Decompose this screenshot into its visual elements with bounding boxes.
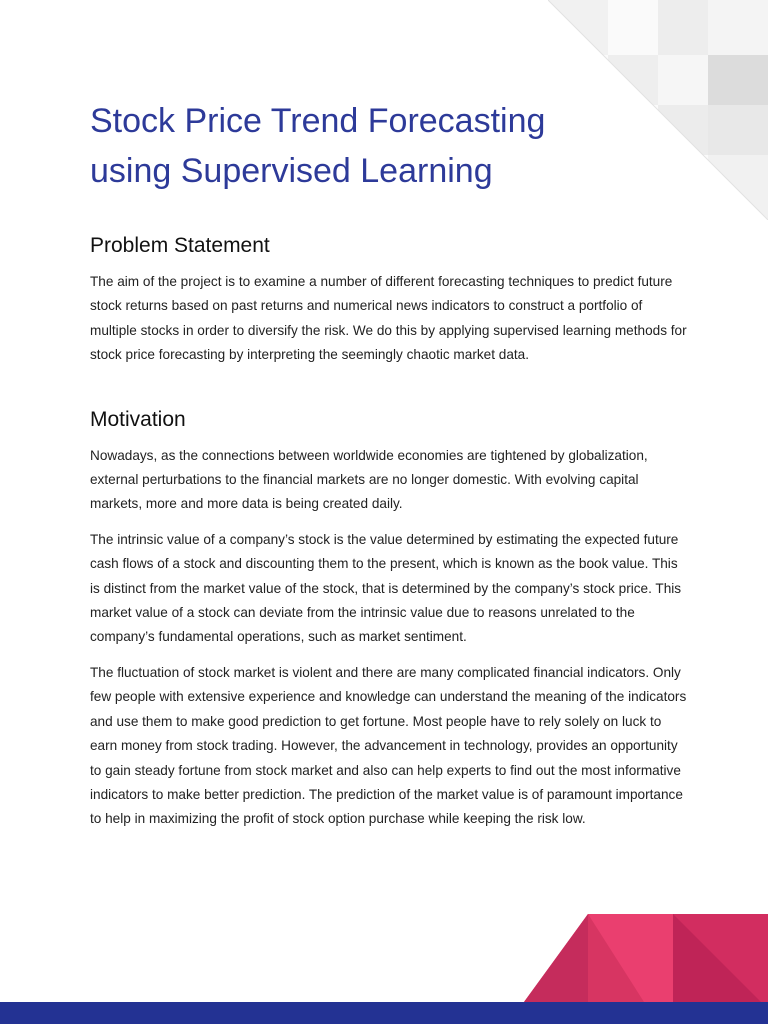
motivation-paragraph-1: Nowadays, as the connections between worldwide economies are tightened by globalization, external perturbations to the financial markets are no longer domestic. With evolving capital markets, more and more data is being created daily.: [90, 447, 648, 512]
motivation-paragraph-3: The fluctuation of stock market is violent and there are many complicated financial indicators. Only few people with extensive experience and knowledge can understand the meaning of the indicators and use them to make good prediction to get fortune. Most people have to rely solely on luck to earn money from stock trading. However, the advancement in technology, provides an opportunity to gain steady fortune from stock market and also can help experts to find out the most informative indicators to make better prediction. The prediction of the market value is of paramount importance to help in maximizing the profit of stock option purchase while keeping the risk low.: [90, 664, 687, 827]
problem-statement-paragraph: The aim of the project is to examine a number of different forecasting techniques to predict future stock returns based on past returns and numerical news indicators to construct a portfolio of multiple stocks in order to diversify the risk. We do this by applying supervised learning methods for stock price forecasting by interpreting the seemingly chaotic market data.: [90, 274, 687, 363]
heading-motivation: Motivation: [90, 407, 186, 431]
document-content: [90, 96, 690, 832]
heading-problem-statement: Problem Statement: [90, 234, 270, 257]
footer-bar: [0, 1002, 768, 1024]
document-title: Stock Price Trend Forecasting using Supervised Learning: [90, 102, 546, 190]
motivation-paragraph-2: The intrinsic value of a company’s stock is the value determined by estimating the expected future cash flows of a stock and discounting them to the present, which is known as the book value. This is distinct from the market value of the stock, that is determined by the company’s stock price. This market value of a stock can deviate from the intrinsic value due to reasons unrelated to the company’s fundamental operations, such as market sentiment.: [90, 531, 682, 645]
